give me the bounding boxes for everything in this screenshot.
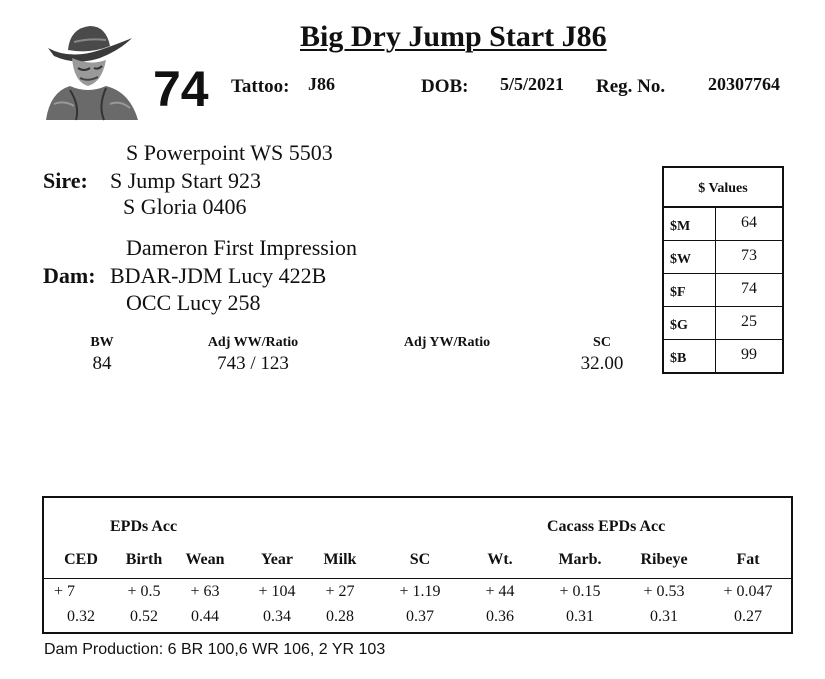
epd-value: + 0.53 [643, 583, 685, 600]
dollar-value-row [664, 340, 782, 373]
epd-accuracy: 0.28 [326, 608, 354, 625]
epd-value: + 44 [485, 583, 515, 600]
dollar-value-number: 64 [741, 214, 757, 231]
dam-name: BDAR-JDM Lucy 422B [110, 263, 327, 288]
epd-accuracy: 0.27 [734, 608, 762, 625]
dollar-value-row [664, 274, 782, 307]
dam-production-note: Dam Production: 6 BR 100,6 WR 106, 2 YR 103 [44, 641, 386, 658]
epd-value: + 27 [325, 583, 355, 600]
sc-label: SC [593, 335, 611, 350]
epd-accuracy: 0.32 [67, 608, 95, 625]
epd-column [174, 498, 236, 632]
dam-sire-name: Dameron First Impression [126, 235, 357, 260]
dollar-value-number: 74 [741, 280, 757, 297]
epd-column [470, 498, 530, 632]
epd-column-header: Year [261, 551, 293, 568]
epd-column-header: Wt. [487, 551, 513, 568]
epd-column-header: Marb. [558, 551, 602, 568]
dollar-values-title: $ Values [664, 168, 782, 208]
epd-column [624, 498, 704, 632]
dollar-value-label: $B [664, 340, 716, 373]
epd-accuracy: 0.31 [566, 608, 594, 625]
epd-column [708, 498, 788, 632]
epd-column-header: Wean [185, 551, 225, 568]
epd-value: + 0.047 [723, 583, 773, 600]
dollar-value-number: 99 [741, 346, 757, 363]
epd-column-header: CED [64, 551, 98, 568]
sire-sire-name: S Powerpoint WS 5503 [126, 140, 333, 165]
dam-dam-name: OCC Lucy 258 [126, 290, 261, 315]
sire-name: S Jump Start 923 [110, 168, 261, 193]
dollar-value-label: $G [664, 307, 716, 339]
dollar-value-number: 73 [741, 247, 757, 264]
epd-accuracy: 0.52 [130, 608, 158, 625]
epd-column [114, 498, 174, 632]
dollar-value-label: $F [664, 274, 716, 306]
dam-label: Dam: [43, 263, 96, 288]
epd-accuracy: 0.37 [406, 608, 434, 625]
sc-value: 32.00 [580, 353, 624, 374]
epd-value: + 1.19 [399, 583, 441, 600]
epd-group-label: EPDs Acc [110, 518, 178, 535]
bw-label: BW [90, 335, 114, 350]
dollar-values-table [662, 166, 784, 374]
epd-value: + 0.5 [127, 583, 161, 600]
dollar-value-label: $M [664, 208, 716, 240]
epd-column-header: Birth [125, 551, 163, 568]
dollar-value-label: $W [664, 241, 716, 273]
epd-value: + 0.15 [559, 583, 601, 600]
tattoo-label: Tattoo: [231, 76, 290, 97]
epd-column [540, 498, 620, 632]
sire-label: Sire: [43, 168, 88, 193]
adj-ww-value: 743 / 123 [217, 353, 289, 374]
epd-column-header: Ribeye [640, 551, 688, 568]
dollar-value-row [664, 241, 782, 274]
reg-no-value: 20307764 [708, 74, 780, 94]
epd-value: + 104 [258, 583, 296, 600]
dollar-value-row [664, 307, 782, 340]
epd-column [246, 498, 308, 632]
epd-value: + 63 [190, 583, 220, 600]
epd-accuracy: 0.31 [650, 608, 678, 625]
dollar-value-number: 25 [741, 313, 757, 330]
epd-value: + 7 [54, 583, 76, 600]
cowboy-portrait-icon [40, 20, 140, 122]
adj-ww-label: Adj WW/Ratio [207, 335, 299, 350]
epd-accuracy: 0.34 [263, 608, 291, 625]
epd-column [384, 498, 456, 632]
epd-column [310, 498, 370, 632]
bw-value: 84 [92, 353, 112, 374]
epd-column-header: Fat [736, 551, 760, 568]
lot-number: 74 [153, 61, 209, 117]
animal-name-title: Big Dry Jump Start J86 [300, 20, 607, 53]
reg-no-label: Reg. No. [596, 76, 666, 97]
dob-label: DOB: [421, 76, 469, 97]
epd-accuracy: 0.44 [191, 608, 219, 625]
adj-yw-label: Adj YW/Ratio [403, 335, 491, 350]
dob-value: 5/5/2021 [500, 74, 565, 94]
epd-accuracy: 0.36 [486, 608, 514, 625]
carcass-epd-group-label: Cacass EPDs Acc [547, 518, 666, 535]
epd-column [48, 498, 114, 632]
tattoo-value: J86 [308, 74, 335, 94]
epd-column-header: Milk [323, 551, 357, 568]
epd-column-header: SC [409, 551, 431, 568]
sire-dam-name: S Gloria 0406 [123, 194, 247, 219]
dollar-value-row [664, 208, 782, 241]
epd-table [42, 496, 793, 634]
